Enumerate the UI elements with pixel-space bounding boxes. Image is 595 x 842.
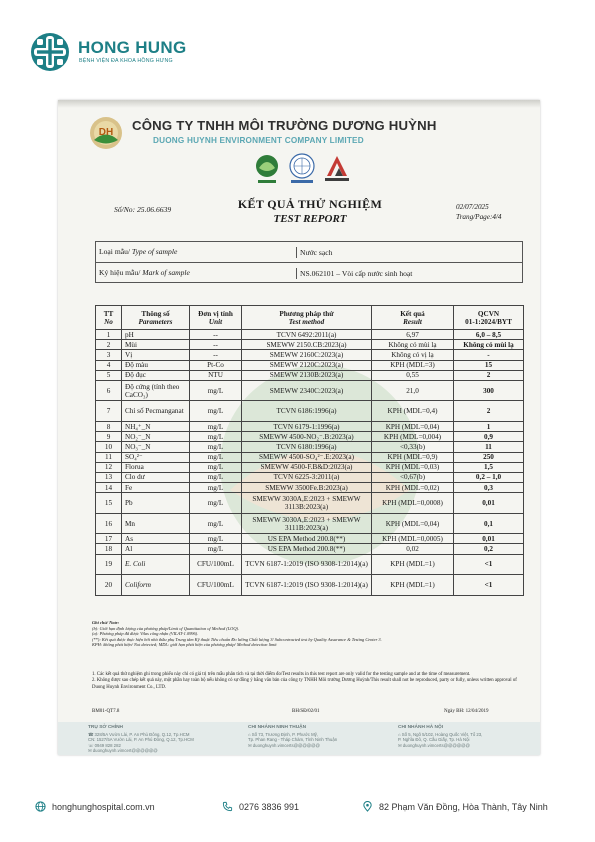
results-table	[95, 305, 524, 596]
sample-mark-row	[96, 263, 522, 284]
note-line: (a): Phương pháp đã được Vilas công nhận (VILAT-1.0996).	[92, 631, 199, 637]
sample-type-row	[96, 242, 522, 263]
report-date: 02/07/2025	[456, 203, 489, 211]
col-header-unit: Đơn vị tính Unit	[190, 306, 242, 330]
company-logo-text: DH	[98, 127, 114, 138]
table-row: 9 NO₂⁻_N mg/L SMEWW 4500-NO₂⁻.B:2023(a) KPH (MDL=0,004) 0,9	[96, 432, 524, 442]
table-row: 3 Vị -- SMEWW 2160C:2023(a) Không có vị lạ -	[96, 350, 524, 360]
col-header-standard: QCVN 01-1:2024/BYT	[454, 306, 524, 330]
table-row: 12 Florua mg/L SMEWW 4500-F.B&D:2023(a) KPH (MDL=0,03) 1,5	[96, 462, 524, 472]
vilas-logo-icon	[256, 155, 278, 183]
report-title-vi: KẾT QUẢ THỬ NGHIỆM	[237, 197, 383, 211]
footer-website-text: honghunghospital.com.vn	[52, 801, 155, 812]
table-row: 10 NO₃⁻_N mg/L TCVN 6180:1996(a) <0,33(b) 11	[96, 442, 524, 452]
report-conditions	[92, 672, 522, 691]
certification-logos	[255, 150, 360, 190]
condition-2: 2. Không được sao chép kết quả này, một phần hay toàn bộ nếu không có sự đồng ý bằng văn bản của công ty TNHH Môi trường Dương Huỳnh/This result shall not be reproduced, party or fully, unless written approval of Duong Huynh Environment Co., LTD.	[92, 678, 517, 690]
company-name-vi: CÔNG TY TNHH MÔI TRƯỜNG DƯƠNG HUỲNH	[132, 118, 437, 133]
branch-head-office: TRỤ SỞ CHÍNH ☎ 328/5A Vườn Lài, P. An Phú Đông, Q.12, Tp.HCM CN: 1527/5A Vườn Lài, P. An Phú Đông, Q.12, Tp.HCM ☏ 0949 828 282 ✉ duonghuynh.vimcert@@@@@@	[88, 725, 194, 753]
hospital-name: HONG HUNG	[78, 38, 187, 57]
scan-shadow	[58, 100, 540, 108]
col-header-param: Thông số Parameters	[122, 306, 190, 330]
company-name-en: DUONG HUYNH ENVIRONMENT COMPANY LIMITED	[153, 136, 364, 145]
footer-address[interactable]	[362, 801, 548, 812]
table-row: 15 Pb mg/L SMEWW 3030A,E:2023 + SMEWW 3113B:2023(a) KPH (MDL=0,0008) 0,01	[96, 493, 524, 514]
col-header-result: Kết quả Result	[372, 306, 454, 330]
footer-phone-text: 0276 3836 991	[239, 801, 300, 812]
table-header-row	[96, 306, 524, 330]
table-row: 11 SO₄²⁻ mg/L SMEWW 4500-SO₄²⁻.E:2023(a) KPH (MDL=0,9) 250	[96, 452, 524, 462]
hospital-subtitle: BỆNH VIỆN ĐA KHOA HỒNG HƯNG	[79, 58, 173, 64]
branch-ha-noi: CHI NHÁNH HÀ NỘI ⌂ Số 5, Ngõ 5/102, Hoàng Quốc Việt, Tổ 23, P. Nghĩa Đô, Q. Cầu Giấy, Tp. Hà Nội ✉ duonghuynh.vimcerts@@@@@@	[398, 725, 483, 748]
sample-type-label: Loại mẫu/ Type of sample	[99, 247, 178, 256]
table-row: 17 As mg/L US EPA Method 200.8(**) KPH (MDL=0,0005) 0,01	[96, 534, 524, 544]
note-line: (b): Giới hạn định lượng của phương pháp/Limit of Quantitation of Method (LOQ).	[92, 625, 240, 631]
phone-icon	[222, 801, 233, 812]
hospital-footer	[0, 798, 595, 820]
branch-ninh-thuan: CHI NHÁNH NINH THUẬN ⌂ Số 73, Trương Định, P. Phước Mỹ, Tp. Phan Rang - Tháp Chàm, Tỉnh Ninh Thuận ✉ duonghuynh.vimcerts@@@@@@	[248, 725, 338, 748]
location-pin-icon	[362, 801, 373, 812]
table-row: 2 Mùi -- SMEWW 2150.CB:2023(a) Không có mùi lạ Không có mùi lạ	[96, 340, 524, 350]
globe-icon	[35, 801, 46, 812]
form-code-right: Ngày BH: 12/04/2019	[444, 709, 489, 714]
report-date-page	[456, 202, 502, 222]
notes-title: Ghi chú/ Note:	[92, 620, 120, 625]
table-row: 6 Độ cứng (tính theo CaCO₃) mg/L SMEWW 2340C:2023(a) 21,0 300	[96, 380, 524, 401]
hospital-logo-icon	[30, 32, 70, 72]
report-number: Số/No: 25.06.6639	[114, 205, 172, 214]
note-line: (**): Kết quả được thực hiện bởi nhà thầu phụ Trung tâm Kỹ thuật Tiêu chuẩn Đo lường Chất lượng 3/ Subcontracted test by Quality Assurance & Testing Center 3.	[92, 636, 382, 642]
sample-mark-value: NS.062101 – Vòi cấp nước sinh hoạt	[296, 268, 412, 279]
report-page: Trang/Page:4/4	[456, 213, 502, 221]
table-row: 4 Độ màu Pt-Co SMEWW 2120C:2023(a) KPH (MDL=3) 15	[96, 360, 524, 370]
table-row: 13 Clo dư mg/L TCVN 6225-3:2011(a) <0,67(b) 0,2 – 1,0	[96, 472, 524, 482]
table-row: 7 Chỉ số Pecmanganat mg/L TCVN 6186:1996(a) KPH (MDL=0,4) 2	[96, 401, 524, 422]
sample-type-value: Nước sạch	[296, 247, 332, 258]
footer-phone[interactable]	[222, 801, 299, 812]
hospital-header	[30, 32, 330, 72]
col-header-method: Phương pháp thử Test method	[242, 306, 372, 330]
col-header-no: TT No	[96, 306, 122, 330]
aosc-logo-icon	[325, 156, 349, 181]
form-code-center: BH/SĐ/02/01	[292, 709, 320, 714]
table-row: 18 Al mg/L US EPA Method 200.8(**) 0,02 0,2	[96, 544, 524, 554]
form-code-left: BM01-QT7.8	[92, 709, 120, 714]
table-row: 16 Mn mg/L SMEWW 3030A,E:2023 + SMEWW 3111B:2023(a) KPH (MDL=0,04) 0,1	[96, 513, 524, 534]
sample-info-box	[95, 241, 523, 283]
report-notes	[92, 620, 522, 648]
company-logo-icon	[89, 116, 123, 150]
company-branches-bar	[58, 722, 540, 755]
condition-1: 1. Các kết quả thử nghiệm ghi trong phiếu này chỉ có giá trị trên mẫu phân tích và tại thời điểm đo/Test results in this test report are only valid for the testing sample and at the time of measurement.	[92, 672, 471, 677]
table-row: 8 NH₄⁺_N mg/L TCVN 6179-1:1996(a) KPH (MDL=0,04) 1	[96, 421, 524, 431]
note-line: KPH: không phát hiện/ Not detected; MDL: giới hạn phát hiện của phương pháp/ Method detection limit	[92, 642, 277, 648]
table-row: 20 Coliform CFU/100mL TCVN 6187-1:2019 (ISO 9308-1:2014)(a) KPH (MDL=1) <1	[96, 575, 524, 596]
report-title-en: TEST REPORT	[273, 213, 347, 225]
report-title	[230, 197, 390, 225]
table-row: 5 Độ đục NTU SMEWW 2130B:2023(a) 0,55 2	[96, 370, 524, 380]
table-row: 19 E. Coli CFU/100mL TCVN 6187-1:2019 (ISO 9308-1:2014)(a) KPH (MDL=1) <1	[96, 554, 524, 575]
table-row: 1 pH -- TCVN 6492:2011(a) 6,97 6,0 – 8,5	[96, 330, 524, 340]
table-row: 14 Fe mg/L SMEWW 3500Fe.B:2023(a) KPH (MDL=0,02) 0,3	[96, 483, 524, 493]
sample-mark-label: Ký hiệu mẫu/ Mark of sample	[99, 268, 190, 277]
footer-address-text: 82 Phạm Văn Đồng, Hòa Thành, Tây Ninh	[379, 801, 548, 812]
footer-website[interactable]	[35, 801, 155, 812]
iso-mra-logo-icon	[290, 154, 314, 183]
